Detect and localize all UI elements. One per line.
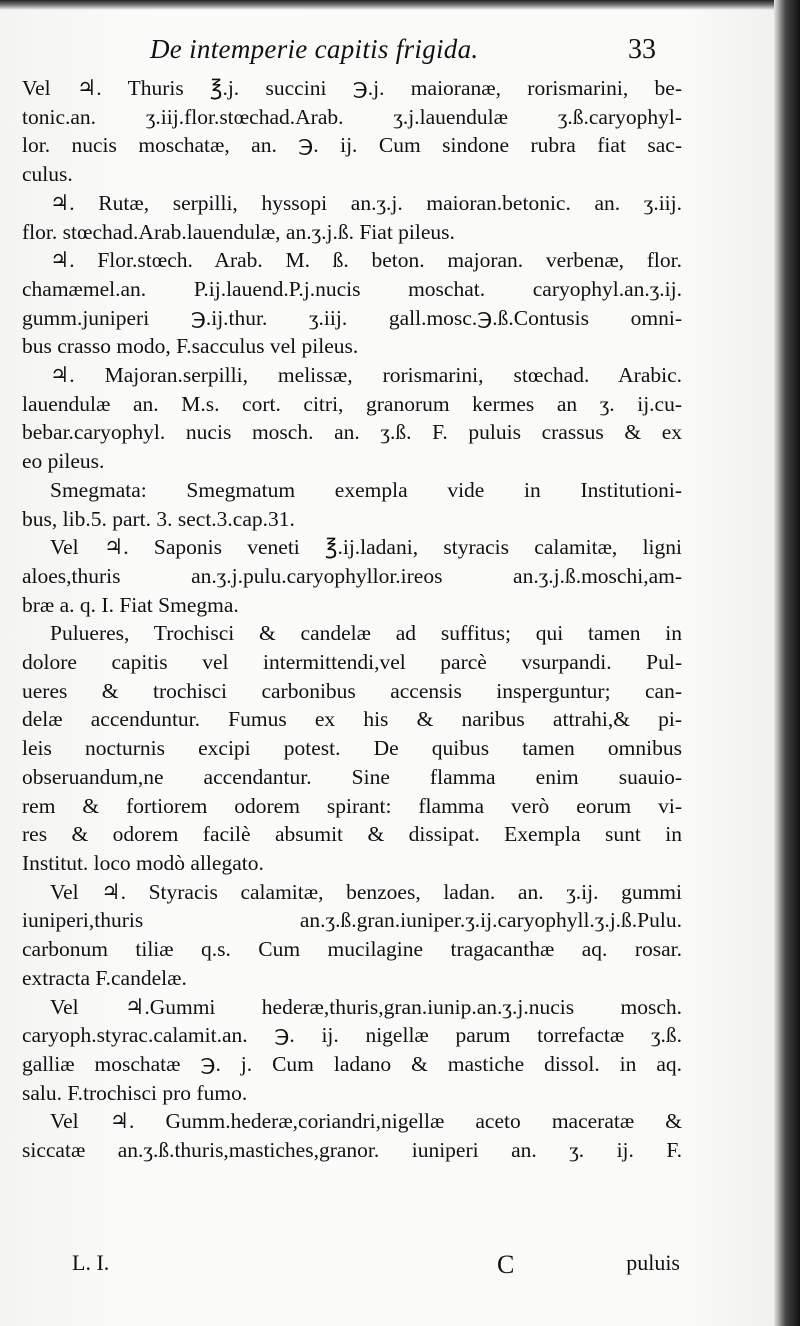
page-gutter-shadow — [774, 0, 800, 1326]
page-header — [22, 34, 682, 74]
text-line: salu. F.trochisci pro fumo. — [22, 1080, 248, 1105]
text-line: Vel ♃. Thuris ℥.j. succini ℈.j. maioranæ, rorismarini, be- — [22, 76, 682, 100]
text-line: Smegmata: Smegmatum exempla vide in Institutioni- — [50, 477, 682, 502]
running-title: De intemperie capitis frigida. — [150, 34, 479, 64]
signature-mark: L. I. — [72, 1250, 110, 1275]
text-line: Institut. loco modò allegato. — [22, 850, 264, 875]
text-line: Pulueres, Trochisci & candelæ ad suffitus; qui tamen in — [50, 621, 682, 646]
text-line: ♃. Flor.stœch. Arab. M. ß. beton. majoran. verbenæ, flor. — [50, 248, 682, 273]
text-line: iuniperi,thuris an.ʒ.ß.gran.iuniper.ʒ.ij.caryophyll.ʒ.j.ß.Pulu. — [22, 908, 682, 933]
text-line: dolore capitis vel intermittendi,vel parcè vsurpandi. Pul- — [22, 650, 682, 675]
text-line: rem & fortiorem odorem spirant: flamma verò eorum vi- — [22, 793, 682, 818]
page-number: 33 — [628, 34, 656, 65]
text-line: obseruandum,ne accendantur. Sine flamma enim suauio- — [22, 764, 682, 789]
text-line: bus crasso modo, F.sacculus vel pileus. — [22, 334, 359, 359]
text-line: aloes,thuris an.ʒ.j.pulu.caryophyllor.ireos an.ʒ.j.ß.moschi,am- — [22, 563, 682, 588]
text-line: carbonum tiliæ q.s. Cum mucilagine tragacanthæ aq. rosar. — [22, 937, 682, 962]
text-line: bebar.caryophyl. nucis mosch. an. ʒ.ß. F. puluis crassus & ex — [22, 420, 682, 445]
text-line: flor. stœchad.Arab.lauendulæ, an.ʒ.j.ß. Fiat pileus. — [22, 219, 455, 244]
text-line: gumm.juniperi ℈.ij.thur. ʒ.iij. gall.mosc.℈.ß.Contusis omni- — [22, 305, 682, 330]
page-body — [22, 34, 682, 1165]
text-line: ueres & trochisci carbonibus accensis insperguntur; can- — [22, 678, 682, 703]
text-line: lor. nucis moschatæ, an. ℈. ij. Cum sindone rubra fiat sac- — [22, 133, 682, 158]
text-line: siccatæ an.ʒ.ß.thuris,mastiches,granor. iuniperi an. ʒ. ij. F. — [22, 1138, 682, 1163]
text-line: ♃. Majoran.serpilli, melissæ, rorismarini, stœchad. Arabic. — [50, 363, 682, 388]
text-line: leis nocturnis excipi potest. De quibus tamen omnibus — [22, 736, 682, 761]
text-line: ♃. Rutæ, serpilli, hyssopi an.ʒ.j. maioran.betonic. an. ʒ.iij. — [50, 190, 682, 215]
text-line: lauendulæ an. M.s. cort. citri, granorum kermes an ʒ. ij.cu- — [22, 391, 682, 416]
text-line: tonic.an. ʒ.iij.flor.stœchad.Arab. ʒ.j.lauendulæ ʒ.ß.caryophyl- — [22, 104, 682, 129]
text-line: bræ a. q. I. Fiat Smegma. — [22, 592, 239, 617]
text-line: Vel ♃.Gummi hederæ,thuris,gran.iunip.an.ʒ.j.nucis mosch. — [50, 994, 682, 1019]
text-line: Vel ♃. Gumm.hederæ,coriandri,nigellæ aceto maceratæ & — [50, 1109, 682, 1134]
gathering-mark: C — [497, 1250, 515, 1279]
text-line: Vel ♃. Saponis veneti ℥.ij.ladani, styracis calamitæ, ligni — [50, 535, 682, 560]
text-line: res & odorem facilè absumit & dissipat. Exempla sunt in — [22, 822, 682, 847]
text-line: galliæ moschatæ ℈. j. Cum ladano & mastiche dissol. in aq. — [22, 1051, 682, 1076]
text-line: culus. — [22, 162, 73, 187]
text-line: Vel ♃. Styracis calamitæ, benzoes, ladan. an. ʒ.ij. gummi — [50, 879, 682, 904]
text-line: eo pileus. — [22, 449, 105, 474]
text-line: chamæmel.an. P.ij.lauend.P.j.nucis moschat. caryophyl.an.ʒ.ij. — [22, 276, 682, 301]
text-line: bus, lib.5. part. 3. sect.3.cap.31. — [22, 506, 295, 531]
page-top-shadow — [0, 0, 800, 10]
page-footer — [72, 1250, 680, 1284]
text-line: caryoph.styrac.calamit.an. ℈. ij. nigellæ parum torrefactæ ʒ.ß. — [22, 1023, 682, 1048]
text-line: delæ accenduntur. Fumus ex his & naribus attrahi,& pi- — [22, 707, 682, 732]
catchword: puluis — [626, 1250, 680, 1275]
text-line: extracta F.candelæ. — [22, 965, 187, 990]
